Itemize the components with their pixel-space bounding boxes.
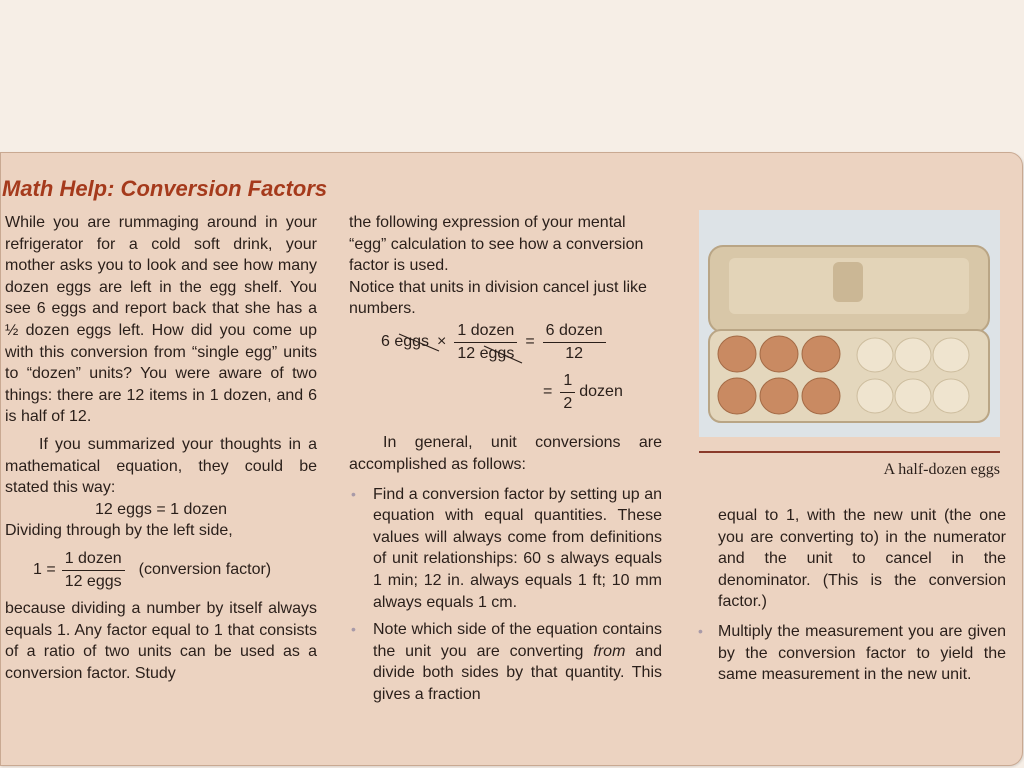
paragraph-in-general: In general, unit conversions are accomplished as follows:	[349, 434, 662, 473]
equation-12-eggs: 12 eggs = 1 dozen	[94, 500, 228, 518]
paragraph-dividing: Dividing through by the left side,	[5, 522, 233, 540]
equation-egg-calc	[381, 320, 662, 364]
paragraph-summarize: If you summarized your thoughts in a mathematical equation, they could be stated this way:	[5, 435, 317, 497]
list-item	[698, 621, 1006, 686]
step-note-side-a: Note which side of the equation contains the unit you are converting	[373, 621, 662, 660]
paragraph-intro: While you are rummaging around in your refrigerator for a cold soft drink, your mother asks you to look and see how many dozen eggs are left in the egg shelf. You see 6 eggs and report back that she has a ½ dozen eggs left. How did you come up with this conversion from “single egg” units to “dozen” units? You were aware of two things: there are 12 items in 1 dozen, and 6 is half of 12.	[5, 214, 317, 426]
fraction-denominator: 12 eggs	[64, 572, 122, 590]
fraction-denominator: 12	[565, 344, 584, 362]
cancelled-eggs-term	[381, 331, 429, 353]
paragraph-because: because dividing a number by itself always equals 1. Any factor equal to 1 that consists of a ratio of two units can be used as a conversion factor. Study	[5, 600, 317, 682]
column-1	[5, 212, 317, 684]
term-6-eggs: 6 eggs	[381, 333, 430, 351]
list-item	[349, 484, 662, 614]
fraction-result	[543, 320, 606, 364]
paragraph-equal-to-one: equal to 1, with the new unit (the one you are converting to) in the numerator and the unit to cancel in the denominator. (This is the conversion factor.)	[718, 507, 1006, 611]
equals-sign: =	[525, 333, 535, 351]
fraction-denominator	[454, 343, 517, 365]
fraction	[62, 548, 125, 592]
steps-list	[349, 484, 662, 706]
cancel-stroke-icon	[454, 343, 524, 365]
equation-lhs: 1 =	[33, 561, 56, 579]
fraction-numerator: 1 dozen	[62, 548, 125, 571]
unit-dozen: dozen	[579, 383, 623, 401]
egg-carton-photo	[699, 210, 1000, 437]
times-sign: ×	[437, 333, 447, 351]
equals-sign: =	[543, 383, 553, 401]
section-title: Math Help: Conversion Factors	[2, 176, 328, 201]
step-note-side-b: and divide both sides by that quantity. This gives a fraction	[373, 642, 663, 703]
fraction-one-half	[560, 370, 575, 414]
fraction-numerator: 6 dozen	[543, 320, 606, 343]
step-multiply: Multiply the measurement you are given by the conversion factor to yield the same measurement in the new unit.	[718, 622, 1006, 684]
equation-conversion-factor	[33, 548, 317, 592]
fraction-numerator: 1	[560, 370, 575, 393]
photo-caption: A half-dozen eggs	[883, 461, 1000, 478]
step-find-factor: Find a conversion factor by setting up an equation with equal quantities. These values will always come from definitions of unit relationships: 60 s always equals 1 min; 12 in. always equals 1 ft; 10 mm always equals 1 cm.	[373, 485, 662, 611]
bullet-icon: •	[698, 622, 703, 639]
term-12-eggs: 12 eggs	[457, 344, 515, 362]
steps-list-continued	[698, 621, 1006, 686]
caption-rule	[699, 451, 1000, 453]
paragraph-notice: Notice that units in division cancel just like numbers.	[349, 278, 647, 318]
bullet-icon: •	[351, 485, 356, 502]
column-3	[698, 505, 1006, 692]
fraction-numerator: 1 dozen	[454, 320, 517, 343]
equation-half-dozen	[543, 370, 662, 414]
list-item	[349, 619, 662, 705]
equation-note: (conversion factor)	[138, 561, 272, 579]
step-note-side-em: from	[593, 642, 626, 660]
bullet-icon: •	[351, 621, 356, 638]
fraction-denominator: 2	[563, 394, 573, 412]
fraction-dozen-per-eggs	[454, 320, 517, 364]
cancel-stroke-icon	[381, 331, 441, 353]
paragraph-following: the following expression of your mental “egg” calculation to see how a conversion factor is used.	[349, 214, 644, 275]
egg-carton-illustration-icon	[699, 210, 1000, 437]
column-2	[349, 212, 662, 711]
